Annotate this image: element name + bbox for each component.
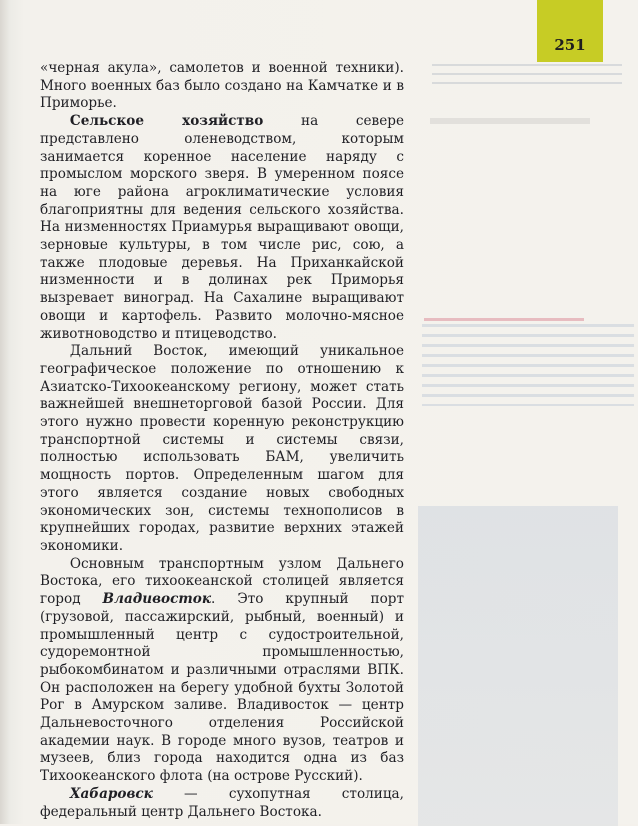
paragraph-text: . Это крупный порт (грузовой, пассажирский, рыбный, военный) и промышленный центр с судостроительной, судоремонтной промышленностью, рыбокомбинатом и различными отраслями ВПК. Он расположен на берегу удобной бухты Золотой Рог в Амурском заливе. Владивосток — центр Дальневосточного отделения Российской академии наук. В городе много вузов, театров и музеев, близ города находится одна из баз Тихоокеанского флота (на острове Русский). (40, 591, 404, 785)
sidebar-faint-photo (418, 506, 618, 826)
term-vladivostok: Владивосток (102, 591, 212, 608)
paragraph-agriculture (40, 113, 404, 343)
sidebar-bleed-through (418, 56, 638, 826)
paragraph-text: «черная акула», самолетов и военной техники). Много военных баз было создано на Камчатке и в Приморье. (40, 60, 404, 112)
sidebar-faint-text (432, 64, 622, 90)
main-text-column (40, 60, 404, 821)
paragraph-text: — сухопутная столица, федеральный центр Дальнего Востока. (40, 785, 404, 820)
paragraph-military (40, 60, 404, 113)
sidebar-faint-line (430, 118, 590, 124)
sidebar-faint-rule (424, 318, 584, 321)
page-number (537, 0, 603, 62)
page-number-label: 251 (554, 36, 586, 54)
term-khabarovsk: Хабаровск (69, 785, 153, 802)
sidebar-faint-box (422, 324, 634, 406)
paragraph-text: на севере представлено оленеводством, которым занимается коренное население наряду с промыслом морского зверя. В умеренном поясе на юге района агроклиматические условия благоприятны для ведения сельского хозяйства. На низменностях Приамурья выращивают овощи, зерновые культуры, в том числе рис, сою, а также плодовые деревья. На Приханкайской низменности и в долинах рек Приморья вызревает виноград. На Сахалине выращивают овощи и картофель. Развито молочно-мясное животноводство и птицеводство. (40, 113, 404, 342)
term-agriculture: Сельское хозяйство (69, 113, 264, 130)
paragraph-text: Дальний Восток, имеющий уникальное географическое положение по отношению к Азиатско-Тихоокеанскому региону, может стать важнейшей внешнеторговой базой России. Для этого нужно провести коренную реконструкцию транспортной системы и системы связи, полностью использовать БАМ, увеличить мощность портов. Определенным шагом для этого является создание новых свободных экономических зон, системы технополисов в крупнейших городах, развитие верхних этажей экономики. (40, 343, 404, 554)
paragraph-khabarovsk (40, 786, 404, 821)
paragraph-vladivostok (40, 556, 404, 786)
paragraph-trade (40, 343, 404, 555)
paragraph-text-before: Основным транспортным узлом Дальнего Востока, его тихоокеанской столицей является город (40, 555, 404, 608)
